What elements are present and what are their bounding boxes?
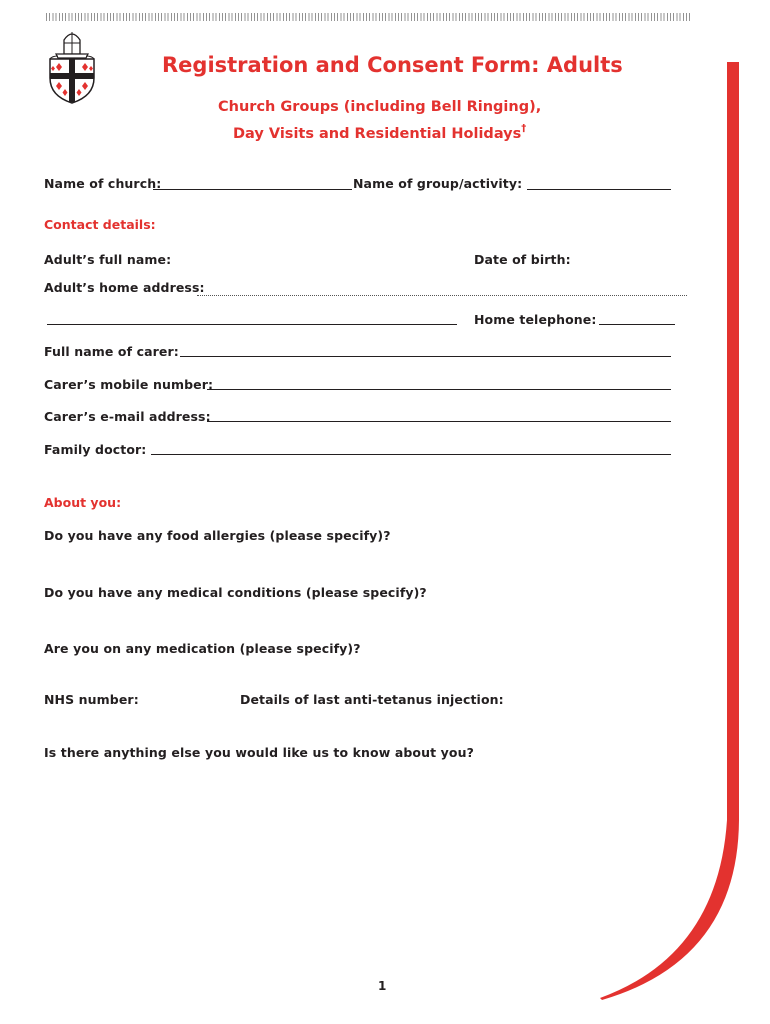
name-of-church-label: Name of church: <box>44 176 162 191</box>
name-of-group-label: Name of group/activity: <box>353 176 523 191</box>
food-allergies-answer-area[interactable] <box>44 546 674 582</box>
dagger-footnote-mark: † <box>521 123 527 134</box>
adult-full-name-label: Adult’s full name: <box>44 252 172 267</box>
home-address-label: Adult’s home address: <box>44 280 205 295</box>
medication-question: Are you on any medication (please specify)? <box>44 641 361 656</box>
carer-mobile-field[interactable] <box>207 389 671 390</box>
page-subtitle-line-1: Church Groups (including Bell Ringing), <box>218 99 542 115</box>
tetanus-injection-label: Details of last anti-tetanus injection: <box>240 692 504 707</box>
nhs-number-label: NHS number: <box>44 692 139 707</box>
page-title: Registration and Consent Form: Adults <box>162 53 623 77</box>
carer-email-field[interactable] <box>207 421 671 422</box>
date-of-birth-label: Date of birth: <box>474 252 571 267</box>
about-you-heading: About you: <box>44 495 122 510</box>
home-telephone-field[interactable] <box>599 324 675 325</box>
page-number: 1 <box>378 979 387 993</box>
medication-answer-area[interactable] <box>44 659 674 687</box>
perforation-edge-lower <box>46 18 692 21</box>
carer-email-label: Carer’s e-mail address: <box>44 409 211 424</box>
anything-else-question: Is there anything else you would like us to know about you? <box>44 745 474 760</box>
church-of-england-crest-icon <box>44 26 100 106</box>
home-telephone-label: Home telephone: <box>474 312 597 327</box>
home-address-field[interactable] <box>197 295 687 296</box>
subtitle-text: Day Visits and Residential Holidays <box>233 126 522 142</box>
home-address-field-line-2[interactable] <box>47 324 457 325</box>
carer-full-name-label: Full name of carer: <box>44 344 179 359</box>
contact-details-heading: Contact details: <box>44 217 156 232</box>
family-doctor-field[interactable] <box>151 454 671 455</box>
carer-full-name-field[interactable] <box>180 356 671 357</box>
medical-conditions-answer-area[interactable] <box>44 603 674 639</box>
name-of-church-field[interactable] <box>153 189 352 190</box>
name-of-group-field[interactable] <box>527 189 671 190</box>
food-allergies-question: Do you have any food allergies (please specify)? <box>44 528 391 543</box>
carer-mobile-label: Carer’s mobile number: <box>44 377 214 392</box>
anything-else-answer-area[interactable] <box>44 765 674 945</box>
page-subtitle-line-2 <box>233 123 526 142</box>
medical-conditions-question: Do you have any medical conditions (please specify)? <box>44 585 427 600</box>
family-doctor-label: Family doctor: <box>44 442 147 457</box>
